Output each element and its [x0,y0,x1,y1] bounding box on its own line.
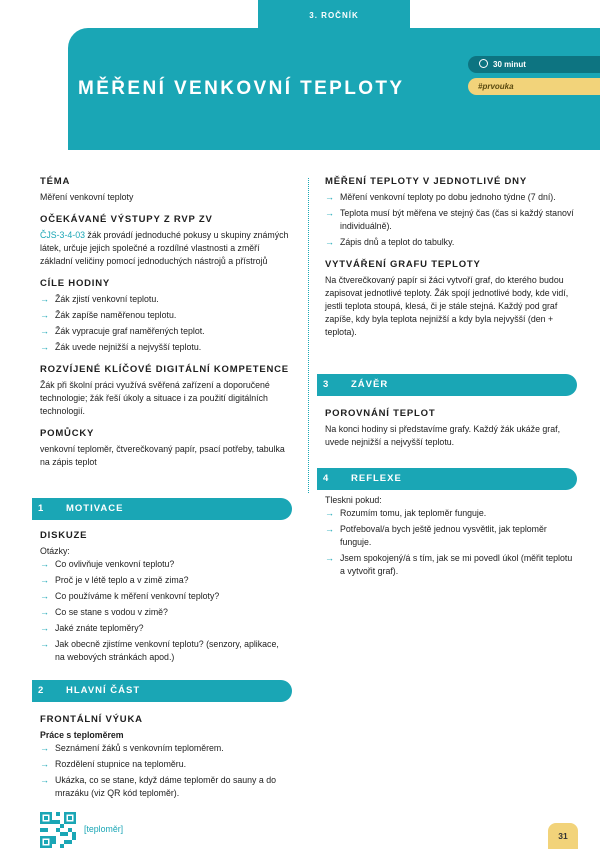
list-item: → Co ovlivňuje venkovní teplotu? [40,558,290,571]
page-number: 31 [548,823,578,849]
list-item: → Ukázka, co se stane, když dáme teploměr do sauny a do mrazáku (viz QR kód teploměr). [40,774,290,800]
diskuze-section [40,530,290,667]
rvp-code: ČJS-3-4-03 [40,230,85,240]
graph-text: Na čtverečkovaný papír si žáci vytvoří graf, do kterého budou zapisovat jednotlivé teploty. Žák spojí jednotlivé body, kde vidí, jestli teplota stoupá, klesá, či je stále stejná. Každý pod graf zapíše, kdy byla teplota nejnižší a kdy byla nejvyšší (den + teplota). [325,275,569,337]
section-label: HLAVNÍ ČÁST [66,685,141,696]
compare-text: Na konci hodiny si představíme grafy. Každý žák ukáže graf, uvede nejnižší a nejvyšší teplotu. [325,424,561,447]
graph-section [325,259,575,339]
frontal-section [40,714,290,803]
outputs-heading: OČEKÁVANÉ VÝSTUPY Z RVP ZV [40,214,213,225]
tema-heading: TÉMA [40,176,71,187]
section-bar-zaver [317,374,577,396]
subject-tag: #prvouka [468,78,600,95]
tools-section [40,428,290,469]
list-item: → Rozdělení stupnice na teploměru. [40,758,290,771]
section-label: REFLEXE [351,473,402,484]
goals-section [40,278,290,354]
frontal-heading: FRONTÁLNÍ VÝUKA [40,714,143,725]
competence-heading: ROZVÍJENÉ KLÍČOVÉ DIGITÁLNÍ KOMPETENCE [40,364,289,375]
tools-text: venkovní teploměr, čtverečkovaný papír, psací potřeby, tabulka na zápis teplot [40,444,285,467]
section-label: MOTIVACE [66,503,124,514]
list-item: → Proč je v létě teplo a v zimě zima? [40,574,290,587]
compare-heading: POROVNÁNÍ TEPLOT [325,408,436,419]
page-title: MĚŘENÍ VENKOVNÍ TEPLOTY [78,78,405,99]
list-item: → Jaké znáte teploměry? [40,622,290,635]
duration-text: 30 minut [493,60,526,69]
section-number: 3 [323,379,330,390]
section-label: ZÁVĚR [351,379,389,390]
graph-heading: VYTVÁŘENÍ GRAFU TEPLOTY [325,259,481,270]
list-item: → Zápis dnů a teplot do tabulky. [325,236,575,249]
duration-badge [468,56,600,73]
list-item: → Co používáme k měření venkovní teploty? [40,590,290,603]
diskuze-intro: Otázky: [40,546,70,556]
list-item: → Žák zapíše naměřenou teplotu. [40,309,290,322]
outputs-description: žák provádí jednoduché pokusy u skupiny známých látek, určuje jejich společné a rozdílné vlastnosti a změří základní veličiny pomocí jednoduchých nástrojů a přístrojů [40,230,289,266]
measure-list [325,191,575,249]
list-item: → Co se stane s vodou v zimě? [40,606,290,619]
list-item: → Jsem spokojený/á s tím, jak se mi povedl úkol (měřit teplotu a vytvořit graf). [325,552,575,578]
frontal-list [40,742,290,800]
measure-section [325,176,575,249]
qr-code-icon[interactable] [40,812,76,848]
section-number: 2 [38,685,45,696]
list-item: → Jak obecně zjistíme venkovní teplotu? (senzory, aplikace, na webových stránkách apod.) [40,638,290,664]
clock-icon [479,59,488,68]
outputs-text [40,229,290,268]
list-item: → Žák zjistí venkovní teplotu. [40,293,290,306]
list-item: → Potřeboval/a bych ještě jednou vysvětlit, jak teploměr funguje. [325,523,575,549]
reflexe-intro: Tleskni pokud: [325,495,382,505]
section-bar-hlavni-cast [32,680,292,702]
reflexe-list [325,507,575,578]
reflexe-section [325,494,575,581]
list-item: → Teplota musí být měřena ve stejný čas (čas si každý stanoví individuálně). [325,207,575,233]
measure-heading: MĚŘENÍ TEPLOTY V JEDNOTLIVÉ DNY [325,176,527,187]
diskuze-heading: DISKUZE [40,530,88,541]
column-divider [308,178,309,493]
list-item: → Rozumím tomu, jak teploměr funguje. [325,507,575,520]
section-bar-reflexe [317,468,577,490]
right-column [325,176,575,349]
left-column [40,176,290,479]
goals-heading: CÍLE HODINY [40,278,111,289]
section-number: 4 [323,473,330,484]
list-item: → Žák vypracuje graf naměřených teplot. [40,325,290,338]
section-number: 1 [38,503,45,514]
section-bar-motivace [32,498,292,520]
goals-list [40,293,290,354]
list-item: → Seznámení žáků s venkovním teploměrem. [40,742,290,755]
diskuze-list [40,558,290,664]
tema-section [40,176,290,204]
list-item: → Měření venkovní teploty po dobu jednoho týdne (7 dní). [325,191,575,204]
compare-section [325,408,575,449]
competence-text: Žák při školní práci využívá svěřená zařízení a doporučené technologie; žák řeší úkoly a situace i za použití digitálních technologií. [40,380,270,416]
tema-text: Měření venkovní teploty [40,192,134,202]
outputs-section [40,214,290,268]
grade-tab: 3. ROČNÍK [258,0,410,28]
list-item: → Žák uvede nejnižší a nejvyšší teplotu. [40,341,290,354]
tools-heading: POMŮCKY [40,428,95,439]
frontal-subheading: Práce s teploměrem [40,730,124,740]
competence-section [40,364,290,418]
qr-link-label[interactable]: [teploměr] [84,824,124,834]
